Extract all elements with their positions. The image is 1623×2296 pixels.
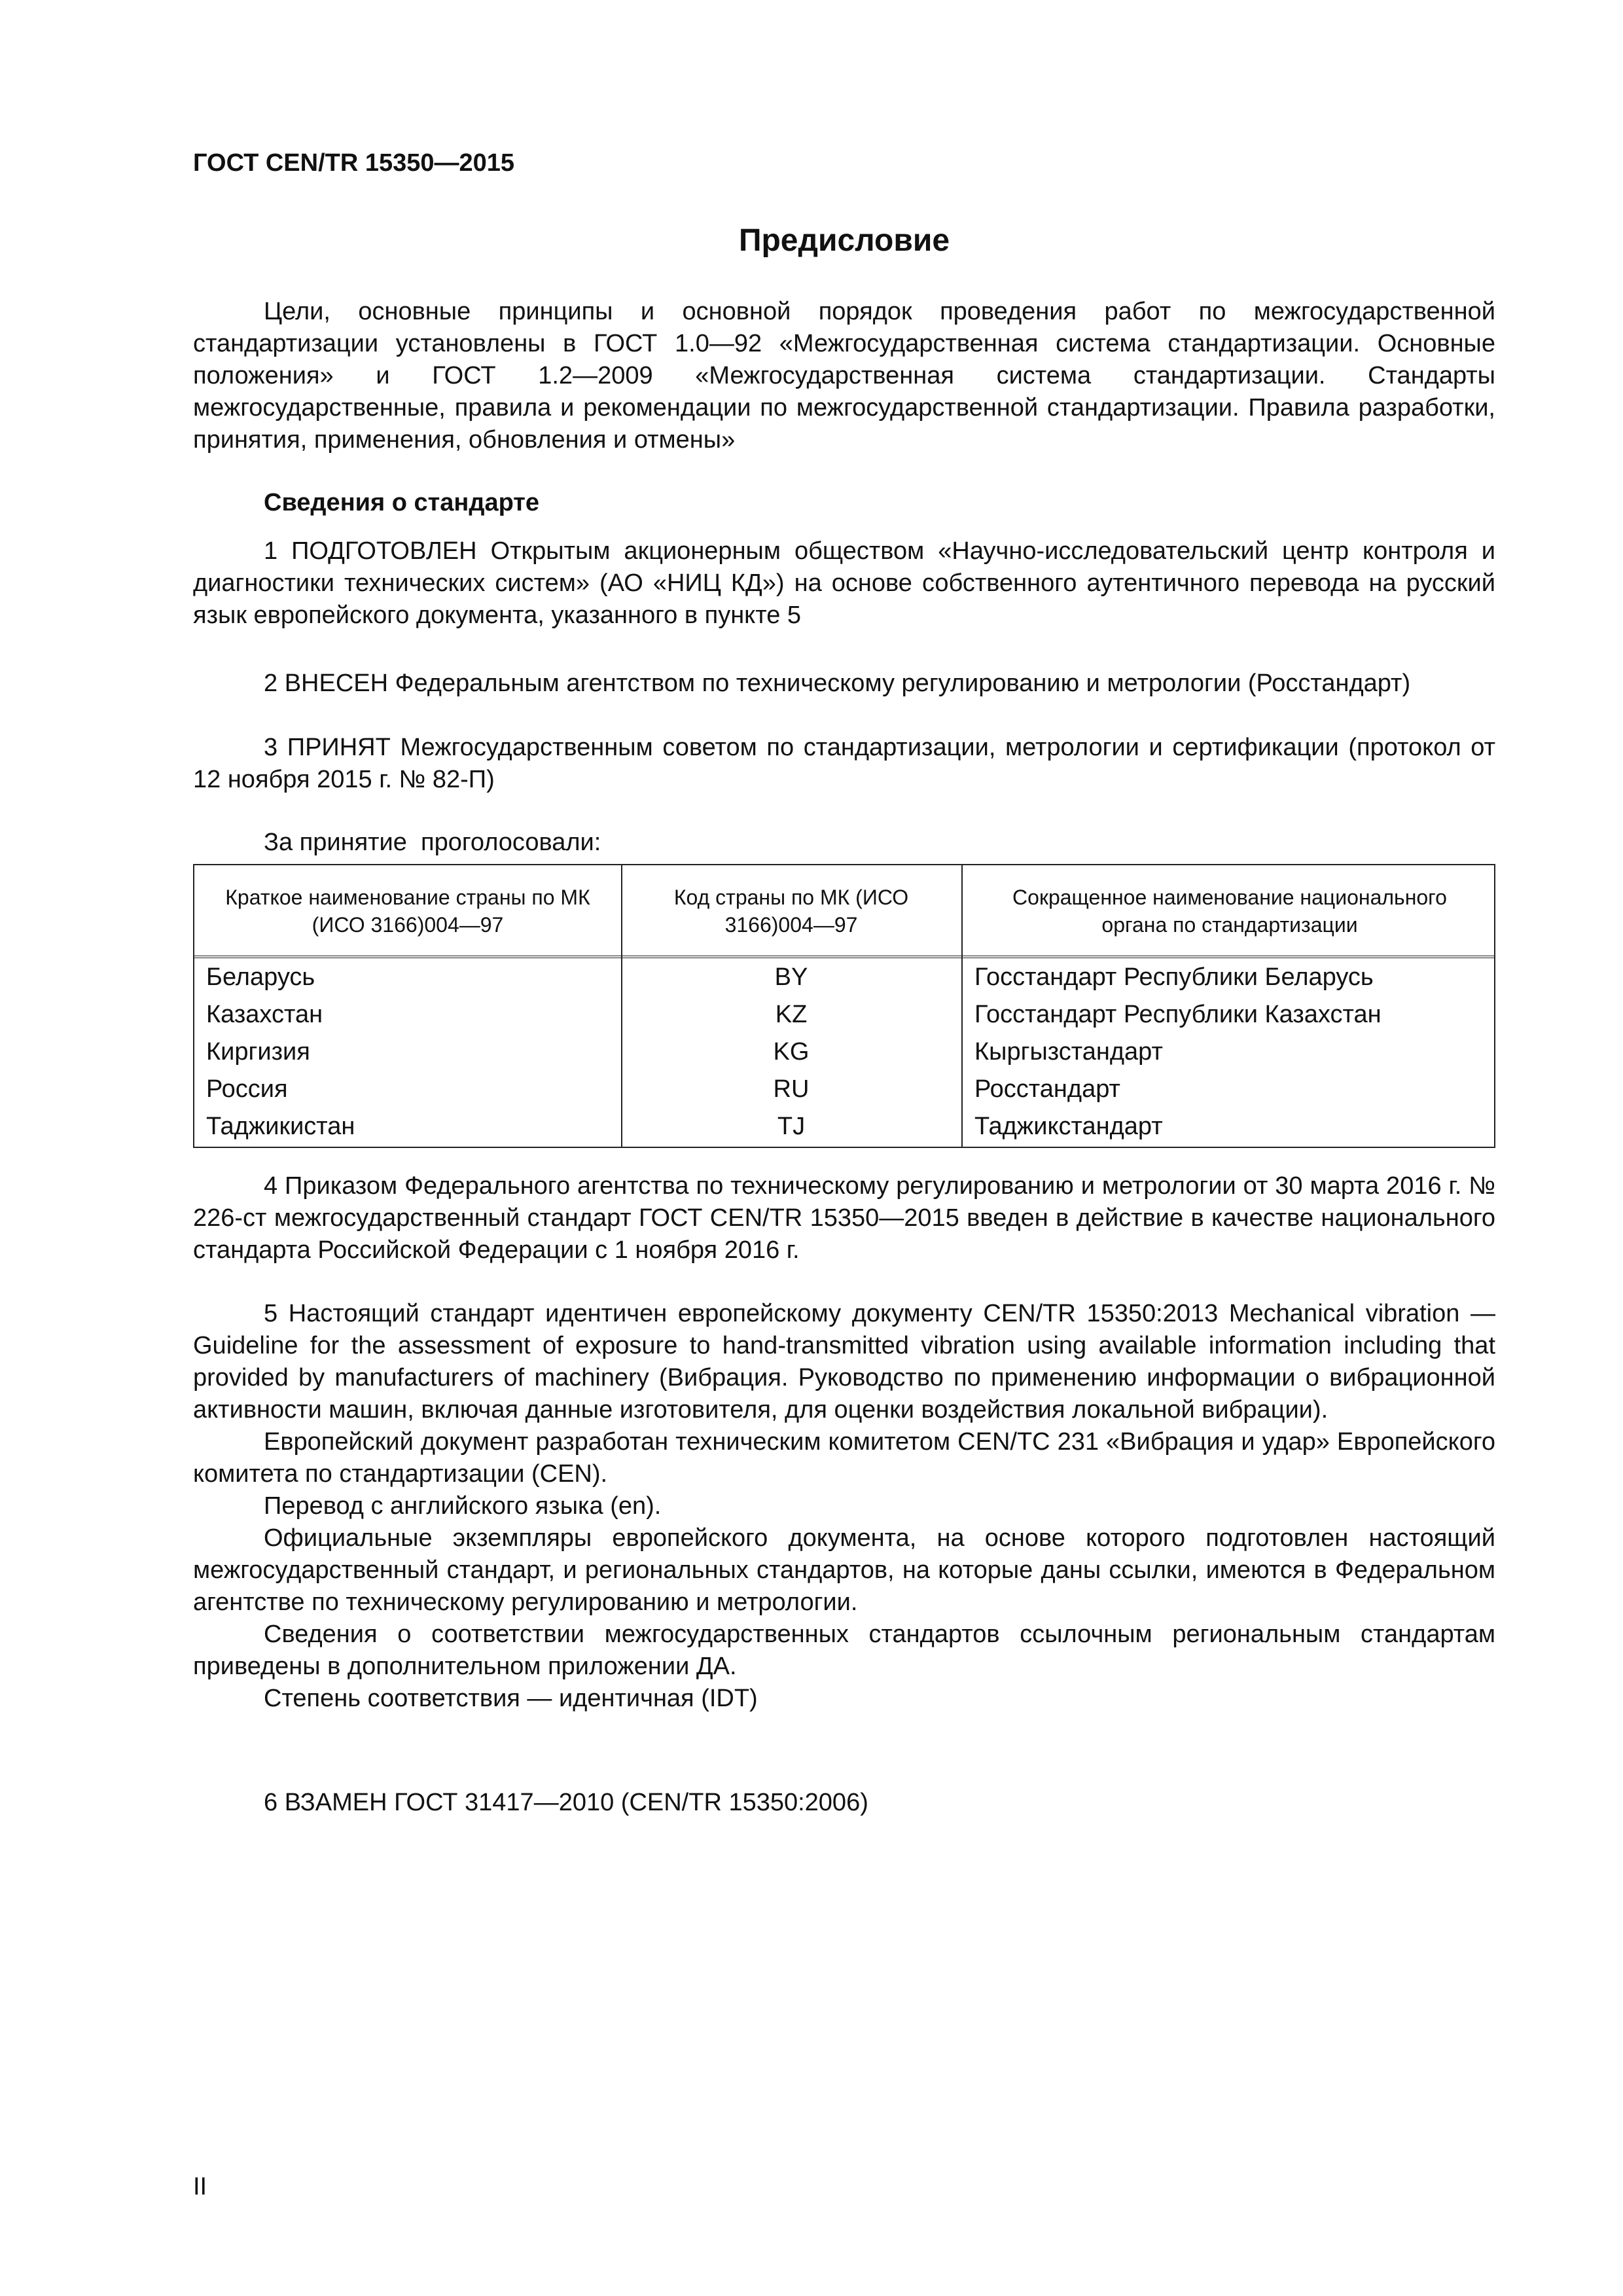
page-title: Предисловие [738, 223, 950, 258]
country-code-cell: BY [774, 963, 808, 991]
standard-info-block [193, 487, 1495, 519]
standards-body-cell: Росстандарт [974, 1075, 1120, 1103]
table-row [194, 958, 1494, 996]
item-5-paragraph-2: Европейский документ разработан техническим комитетом CEN/TC 231 «Вибрация и удар» Европейского комитета по стандартизации (CEN). [193, 1428, 1495, 1488]
foreword-intro-block [193, 296, 1495, 456]
table-header-code: Код страны по МК (ИСО 3166)004—97 [673, 886, 909, 937]
section-heading: Сведения о стандарте [264, 489, 540, 516]
country-code-cell: KZ [775, 1001, 808, 1028]
country-code-cell: RU [773, 1075, 810, 1103]
document-designation: ГОСТ CEN/TR 15350—2015 [193, 149, 515, 177]
item-1-block [193, 535, 1495, 632]
standards-body-cell: Госстандарт Республики Казахстан [974, 1001, 1382, 1028]
table-header-row [194, 865, 1494, 958]
intro-paragraph: Цели, основные принципы и основной порядок проведения работ по межгосударственной стандартизации установлены в ГОСТ 1.0—92 «Межгосударственная система стандартизации. Основные положения» и ГОСТ 1.2—2009 «Межгосударственная система стандартизации. Стандарты межгосударственные, правила и рекомендации по межгосударственной стандартизации. Правила разработки, принятия, применения, обновления и отмены» [193, 298, 1495, 454]
item-2-paragraph: 2 ВНЕСЕН Федеральным агентством по техническому регулированию и метрологии (Росстандарт) [264, 670, 1411, 697]
country-name-cell: Беларусь [206, 963, 315, 991]
voting-countries-table [193, 864, 1495, 1148]
item-5-block [193, 1298, 1495, 1715]
item-4-block [193, 1170, 1495, 1266]
item-2-block [193, 668, 1495, 700]
item-6-block [193, 1787, 1495, 1819]
table-header-country: Краткое наименование страны по МК (ИСО 3166)004—97 [225, 886, 590, 937]
standards-body-cell: Госстандарт Республики Беларусь [974, 963, 1374, 991]
table-row [194, 996, 1494, 1033]
table-row [194, 1107, 1494, 1145]
item-5-paragraph-3: Перевод с английского языка (en). [264, 1492, 662, 1520]
country-code-cell: KG [773, 1038, 810, 1066]
item-1-paragraph: 1 ПОДГОТОВЛЕН Открытым акционерным обществом «Научно-исследовательский центр контроля и диагностики технических систем» (АО «НИЦ КД») на основе собственного аутентичного перевода на русский язык европейского документа, указанного в пункте 5 [193, 537, 1495, 629]
item-5-paragraph-1: 5 Настоящий стандарт идентичен европейскому документу CEN/TR 15350:2013 Mechanical vibration — Guideline for the assessment of exposure to hand-transmitted vibration using available information including that provided by manufacturers of machinery (Вибрация. Руководство по применению информации о вибрационной активности машин, включая данные изготовителя, для оценки воздействия локальной вибрации). [193, 1300, 1495, 1424]
item-5-paragraph-4: Официальные экземпляры европейского документа, на основе которого подготовлен настоящий межгосударственный стандарт, и региональных стандартов, на которые даны ссылки, имеются в Федеральном агентстве по техническому регулированию и метрологии. [193, 1524, 1495, 1616]
table-header-body: Сокращенное наименование национального органа по стандартизации [1012, 886, 1447, 937]
country-code-cell: TJ [777, 1113, 806, 1140]
standards-body-cell: Кыргызстандарт [974, 1038, 1163, 1066]
country-name-cell: Киргизия [206, 1038, 310, 1066]
item-5-paragraph-5: Сведения о соответствии межгосударственных стандартов ссылочным региональным стандартам приведены в дополнительном приложении ДА. [193, 1621, 1495, 1680]
table-row [194, 1070, 1494, 1107]
item-5-paragraph-6: Степень соответствия — идентичная (IDT) [264, 1685, 758, 1712]
item-3-paragraph: 3 ПРИНЯТ Межгосударственным советом по стандартизации, метрологии и сертификации (протокол от 12 ноября 2015 г. № 82-П) [193, 734, 1495, 793]
item-6-paragraph: 6 ВЗАМЕН ГОСТ 31417—2010 (CEN/TR 15350:2006) [264, 1789, 868, 1816]
country-name-cell: Казахстан [206, 1001, 323, 1028]
item-3-block [193, 732, 1495, 796]
country-name-cell: Россия [206, 1075, 288, 1103]
item-4-paragraph: 4 Приказом Федерального агентства по техническому регулированию и метрологии от 30 марта 2016 г. № 226-ст межгосударственный стандарт ГОСТ CEN/TR 15350—2015 введен в действие в качестве национального стандарта Российской Федерации с 1 ноября 2016 г. [193, 1172, 1495, 1264]
page-number: II [193, 2173, 207, 2200]
country-name-cell: Таджикистан [206, 1113, 355, 1140]
standards-body-cell: Таджикстандарт [974, 1113, 1163, 1140]
table-row [194, 1033, 1494, 1070]
vote-caption: За принятие проголосовали: [264, 829, 601, 856]
vote-caption-block [193, 827, 1495, 859]
